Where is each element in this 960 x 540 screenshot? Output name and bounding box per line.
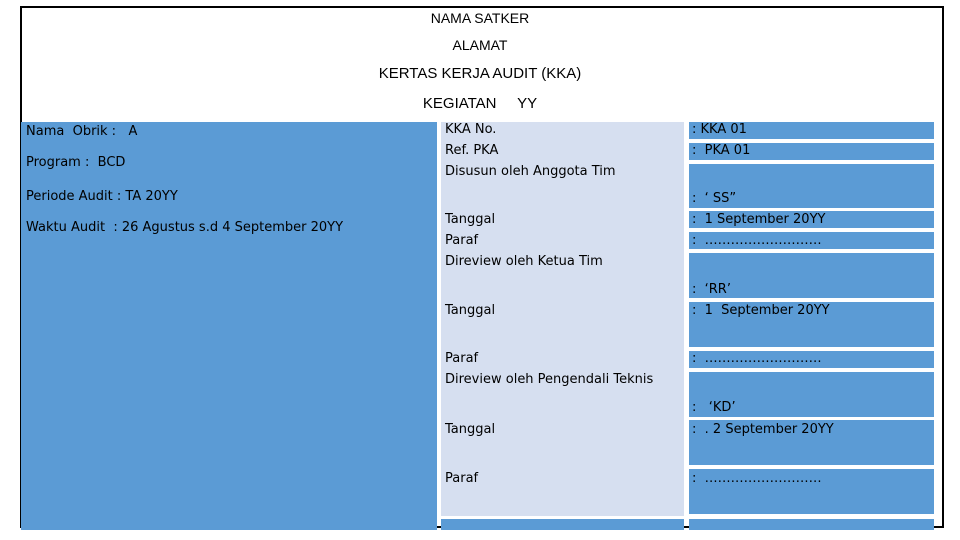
audit-info-panel [21,122,437,530]
activity-label: KEGIATAN YY [422,95,538,112]
signature-value-1: : ……………………… [692,233,822,248]
document-title: KERTAS KERJA AUDIT (KKA) [378,65,582,82]
kka-no-value: : KKA 01 [692,122,747,137]
signature-label-2: Paraf [445,351,479,366]
signature-label-1: Paraf [445,233,479,248]
signature-label-3: Paraf [445,471,479,486]
satker-address: ALAMAT [452,37,508,53]
signature-value-2: : ……………………… [692,351,822,366]
audit-period: Periode Audit : TA 20YY [26,189,178,204]
middle-column-footer [441,519,684,530]
program-name: Program : BCD [26,155,126,170]
reviewed-by-team-lead-value: : ‘RR’ [692,282,731,297]
prepared-by-label: Disusun oleh Anggota Tim [445,164,616,179]
date-value-1: : 1 September 20YY [692,212,826,227]
prepared-by-value: : ‘ SS” [692,191,737,206]
date-value-3: : . 2 September 20YY [692,422,834,437]
reviewed-by-team-lead-label: Direview oleh Ketua Tim [445,254,603,269]
ref-pka-label: Ref. PKA [445,143,499,158]
satker-name: NAMA SATKER [430,10,530,26]
frame-corner-mark [936,514,944,528]
date-label-1: Tanggal [445,212,496,227]
date-label-3: Tanggal [445,422,496,437]
audit-time: Waktu Audit : 26 Agustus s.d 4 September 20YY [26,220,344,235]
ref-pka-value: : PKA 01 [692,143,751,158]
reviewed-by-controller-label: Direview oleh Pengendali Teknis [445,372,654,387]
date-value-2: : 1 September 20YY [692,303,830,318]
right-column-footer [689,519,934,530]
kka-no-label: KKA No. [445,122,497,137]
middle-column-bg [441,122,684,516]
obrik-name: Nama Obrik : A [26,124,138,139]
reviewed-by-controller-value: : ‘KD’ [692,400,736,415]
signature-value-3: : ……………………… [692,471,822,486]
date-label-2: Tanggal [445,303,496,318]
